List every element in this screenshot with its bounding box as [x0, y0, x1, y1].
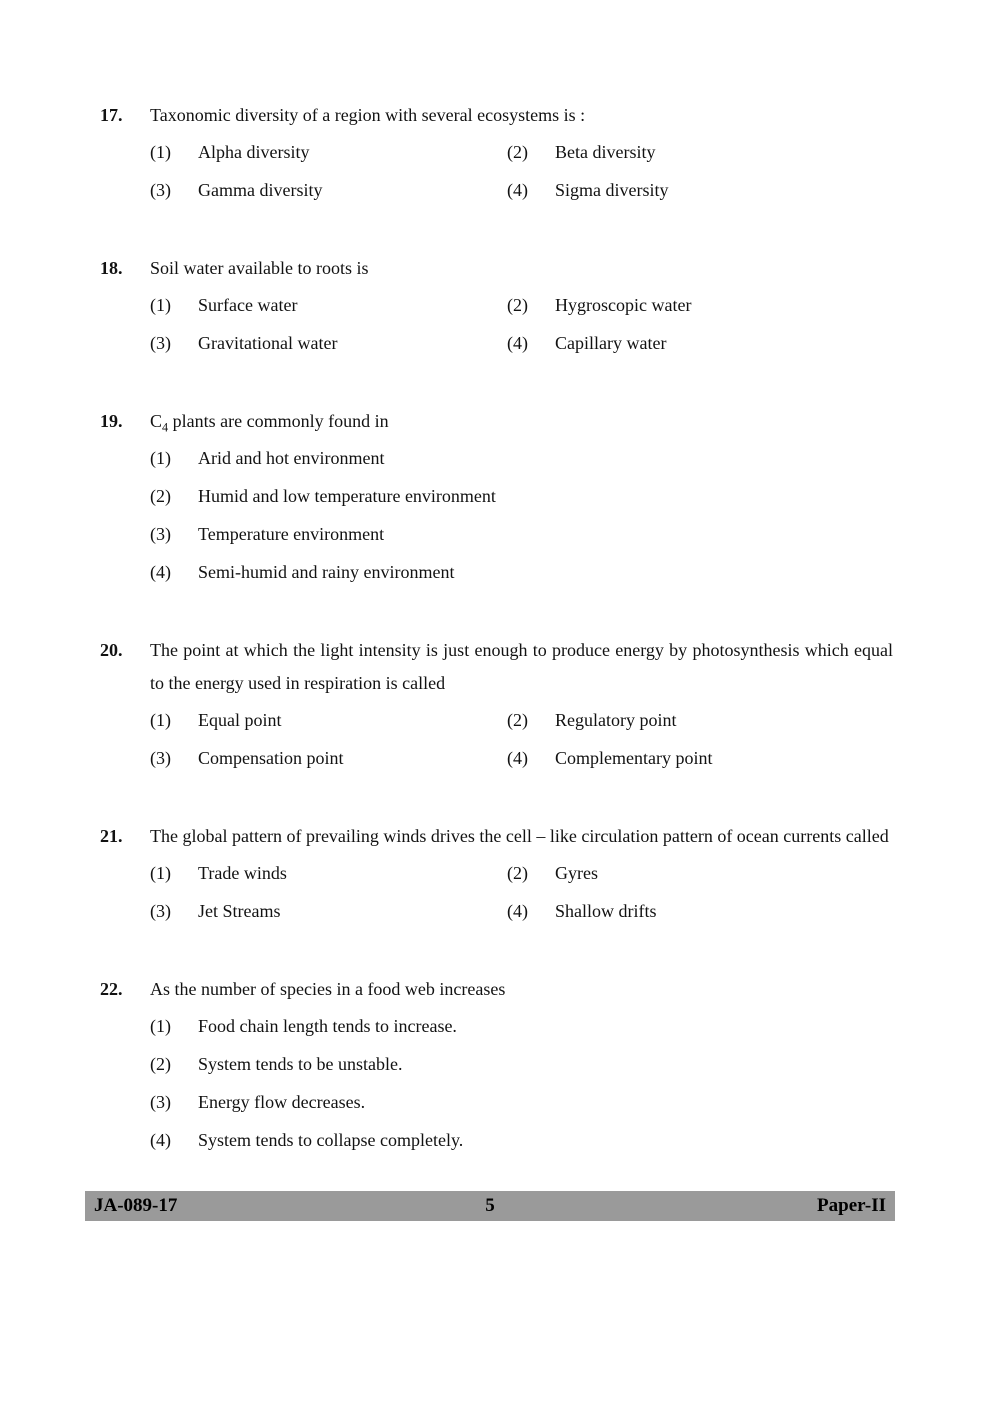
option-marker: (2): [507, 863, 528, 883]
option-row: [507, 863, 893, 883]
question-text: $C_4$ plants are commonly found in: [150, 411, 389, 435]
question-body: [150, 634, 893, 768]
option-row: [150, 333, 507, 353]
option-text: Temperature environment: [198, 524, 385, 544]
option-text: Surface water: [198, 295, 298, 315]
option-text: System tends to collapse completely.: [198, 1130, 464, 1150]
question-block: [100, 973, 895, 1150]
option-row: [150, 448, 893, 468]
option-text: Arid and hot environment: [198, 448, 385, 468]
footer-paper-code: JA-089-17: [94, 1195, 178, 1216]
option-text: Hygroscopic water: [555, 295, 692, 315]
option-row: [507, 295, 893, 315]
option-text: System tends to be unstable.: [198, 1054, 403, 1074]
question-list: [100, 99, 895, 1202]
question-block: [100, 405, 895, 582]
option-row: [507, 180, 893, 200]
option-text: Equal point: [198, 710, 282, 730]
question-number: 20.: [100, 640, 123, 660]
option-marker: (4): [507, 333, 528, 353]
option-marker: (3): [150, 748, 171, 768]
option-marker: (4): [507, 901, 528, 921]
option-marker: (3): [150, 901, 171, 921]
question-block: [100, 99, 895, 200]
option-marker: (1): [150, 295, 171, 315]
question-block: [100, 634, 895, 768]
option-marker: (4): [507, 748, 528, 768]
option-text: Gamma diversity: [198, 180, 323, 200]
option-row: [150, 295, 507, 315]
question-text: Soil water available to roots is: [150, 258, 369, 278]
question-body: [150, 99, 893, 200]
option-row: [507, 710, 893, 730]
option-text: Jet Streams: [198, 901, 281, 921]
option-marker: (2): [150, 486, 171, 506]
question-body: [150, 973, 893, 1150]
options-group: [150, 448, 893, 582]
question-text: The point at which the light intensity is just enough to produce energy by photosynthesis which equal to the energy used in respiration is called: [150, 640, 893, 693]
option-row: [150, 1130, 893, 1150]
option-text: Sigma diversity: [555, 180, 669, 200]
option-row: [150, 1092, 893, 1112]
question-number: 21.: [100, 826, 123, 846]
options-group: [150, 142, 893, 200]
option-marker: (2): [507, 142, 528, 162]
question-text: Taxonomic diversity of a region with several ecosystems is :: [150, 105, 586, 125]
option-marker: (1): [150, 710, 171, 730]
option-row: [150, 1054, 893, 1074]
option-text: Capillary water: [555, 333, 667, 353]
option-row: [150, 562, 893, 582]
option-marker: (3): [150, 180, 171, 200]
question-number: 18.: [100, 258, 123, 278]
option-marker: (1): [150, 142, 171, 162]
question-text: The global pattern of prevailing winds drives the cell – like circulation pattern of ocean currents called: [150, 826, 889, 846]
question-number: 17.: [100, 105, 123, 125]
option-text: Energy flow decreases.: [198, 1092, 366, 1112]
option-marker: (1): [150, 448, 171, 468]
question-number: 19.: [100, 411, 123, 431]
option-row: [150, 486, 893, 506]
option-marker: (3): [150, 524, 171, 544]
question-body: [150, 820, 893, 921]
option-marker: (1): [150, 863, 171, 883]
option-row: [507, 142, 893, 162]
options-group: [150, 295, 893, 353]
option-marker: (2): [507, 710, 528, 730]
option-row: [150, 863, 507, 883]
option-marker: (2): [150, 1054, 171, 1074]
option-marker: (2): [507, 295, 528, 315]
option-row: [150, 180, 507, 200]
option-row: [150, 710, 507, 730]
option-text: Gyres: [555, 863, 598, 883]
option-text: Shallow drifts: [555, 901, 657, 921]
option-row: [150, 524, 893, 544]
option-marker: (3): [150, 1092, 171, 1112]
option-marker: (1): [150, 1016, 171, 1036]
option-text: Gravitational water: [198, 333, 338, 353]
option-marker: (3): [150, 333, 171, 353]
option-marker: (4): [150, 1130, 171, 1150]
option-text: Trade winds: [198, 863, 287, 883]
question-block: [100, 820, 895, 921]
option-text: Complementary point: [555, 748, 713, 768]
question-text: As the number of species in a food web increases: [150, 979, 506, 999]
option-text: Humid and low temperature environment: [198, 486, 496, 506]
option-row: [507, 901, 893, 921]
option-text: Compensation point: [198, 748, 344, 768]
options-group: [150, 710, 893, 768]
question-block: [100, 252, 895, 353]
footer-paper-label: Paper-II: [817, 1195, 886, 1216]
option-text: Beta diversity: [555, 142, 656, 162]
option-row: [150, 748, 507, 768]
option-text: Regulatory point: [555, 710, 677, 730]
options-group: [150, 1016, 893, 1150]
question-body: [150, 405, 893, 582]
option-row: [150, 1016, 893, 1036]
option-marker: (4): [150, 562, 171, 582]
option-text: Alpha diversity: [198, 142, 310, 162]
option-marker: (4): [507, 180, 528, 200]
option-row: [507, 333, 893, 353]
option-text: Semi-humid and rainy environment: [198, 562, 455, 582]
option-text: Food chain length tends to increase.: [198, 1016, 457, 1036]
page-footer-bar: [85, 1191, 895, 1221]
question-number: 22.: [100, 979, 123, 999]
question-body: [150, 252, 893, 353]
option-row: [507, 748, 893, 768]
option-row: [150, 142, 507, 162]
options-group: [150, 863, 893, 921]
option-row: [150, 901, 507, 921]
footer-page-number: 5: [485, 1195, 495, 1216]
